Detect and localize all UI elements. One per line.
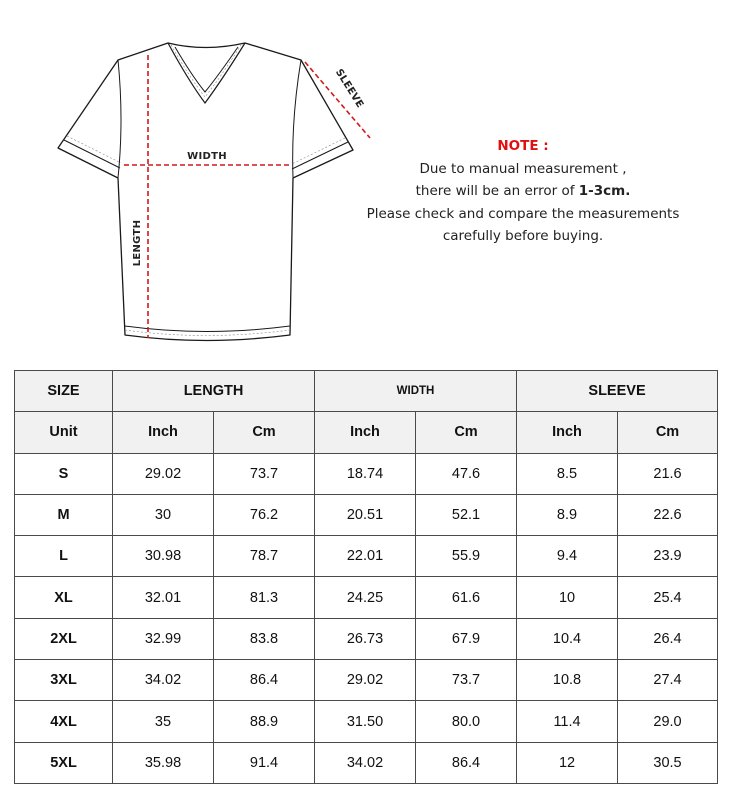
measurement-cell: 18.74: [315, 453, 416, 494]
measurement-cell: 67.9: [416, 618, 517, 659]
measurement-cell: 21.6: [618, 453, 718, 494]
note-line-3: Please check and compare the measurements: [366, 205, 680, 222]
size-cell: XL: [15, 577, 113, 618]
size-cell: L: [15, 536, 113, 577]
note-line-1: Due to manual measurement ,: [419, 160, 627, 177]
size-cell: 2XL: [15, 618, 113, 659]
tshirt-outline: [58, 43, 353, 341]
measurement-cell: 24.25: [315, 577, 416, 618]
measurement-cell: 30.5: [618, 742, 718, 783]
header-sleeve: SLEEVE: [517, 371, 718, 412]
unit-cell: Cm: [214, 412, 315, 453]
measurement-cell: 25.4: [618, 577, 718, 618]
measurement-cell: 88.9: [214, 701, 315, 742]
measurement-cell: 35.98: [113, 742, 214, 783]
note-line-2-prefix: there will be an error of: [415, 183, 579, 199]
unit-cell: Cm: [416, 412, 517, 453]
measurement-cell: 23.9: [618, 536, 718, 577]
unit-cell: Inch: [315, 412, 416, 453]
length-label: LENGTH: [132, 219, 143, 267]
note-line-4: carefully before buying.: [442, 228, 604, 244]
measurement-cell: 30.98: [113, 536, 214, 577]
table-row: [15, 494, 718, 535]
measurement-cell: 34.02: [113, 660, 214, 701]
measurement-cell: 32.01: [113, 577, 214, 618]
table-row: [15, 577, 718, 618]
measurement-cell: 27.4: [618, 660, 718, 701]
size-cell: S: [15, 453, 113, 494]
measurement-note: [356, 135, 690, 248]
header-length: LENGTH: [113, 371, 315, 412]
measurement-cell: 22.6: [618, 494, 718, 535]
size-cell: 3XL: [15, 660, 113, 701]
table-row: [15, 742, 718, 783]
header-row: [15, 371, 718, 412]
measurement-cell: 26.73: [315, 618, 416, 659]
unit-cell: Inch: [517, 412, 618, 453]
measurement-cell: 76.2: [214, 494, 315, 535]
measurement-cell: 78.7: [214, 536, 315, 577]
measurement-cell: 10.4: [517, 618, 618, 659]
width-label: WIDTH: [187, 151, 227, 162]
sleeve-label: SLEEVE: [332, 67, 366, 111]
note-title: NOTE :: [497, 138, 549, 154]
table-row: [15, 660, 718, 701]
header-size: SIZE: [15, 371, 113, 412]
measurement-cell: 73.7: [416, 660, 517, 701]
measurement-cell: 29.0: [618, 701, 718, 742]
measurement-cell: 30: [113, 494, 214, 535]
measurement-cell: 81.3: [214, 577, 315, 618]
note-line-2: [356, 180, 690, 203]
measurement-cell: 20.51: [315, 494, 416, 535]
measurement-cell: 35: [113, 701, 214, 742]
measurement-cell: 8.5: [517, 453, 618, 494]
unit-cell: Cm: [618, 412, 718, 453]
measurement-cell: 52.1: [416, 494, 517, 535]
measurement-cell: 61.6: [416, 577, 517, 618]
measurement-cell: 73.7: [214, 453, 315, 494]
measurement-cell: 22.01: [315, 536, 416, 577]
measurement-cell: 86.4: [416, 742, 517, 783]
measurement-cell: 80.0: [416, 701, 517, 742]
table-row: [15, 453, 718, 494]
size-cell: 5XL: [15, 742, 113, 783]
measurement-cell: 86.4: [214, 660, 315, 701]
measurement-cell: 31.50: [315, 701, 416, 742]
measurement-cell: 34.02: [315, 742, 416, 783]
unit-row: [15, 412, 718, 453]
size-cell: 4XL: [15, 701, 113, 742]
measurement-cell: 8.9: [517, 494, 618, 535]
size-cell: M: [15, 494, 113, 535]
header-width: WIDTH: [315, 371, 517, 412]
note-error-range: 1-3cm.: [578, 183, 631, 199]
measurement-cell: 47.6: [416, 453, 517, 494]
size-chart-table: [14, 370, 718, 784]
measurement-cell: 29.02: [113, 453, 214, 494]
table-row: [15, 618, 718, 659]
table-row: [15, 701, 718, 742]
measurement-cell: 12: [517, 742, 618, 783]
measurement-cell: 32.99: [113, 618, 214, 659]
measurement-cell: 26.4: [618, 618, 718, 659]
measurement-cell: 9.4: [517, 536, 618, 577]
measurement-cell: 10: [517, 577, 618, 618]
measurement-cell: 55.9: [416, 536, 517, 577]
measurement-cell: 91.4: [214, 742, 315, 783]
measurement-cell: 83.8: [214, 618, 315, 659]
measurement-cell: 29.02: [315, 660, 416, 701]
measurement-cell: 11.4: [517, 701, 618, 742]
measurement-cell: 10.8: [517, 660, 618, 701]
unit-cell: Unit: [15, 412, 113, 453]
unit-cell: Inch: [113, 412, 214, 453]
table-row: [15, 536, 718, 577]
